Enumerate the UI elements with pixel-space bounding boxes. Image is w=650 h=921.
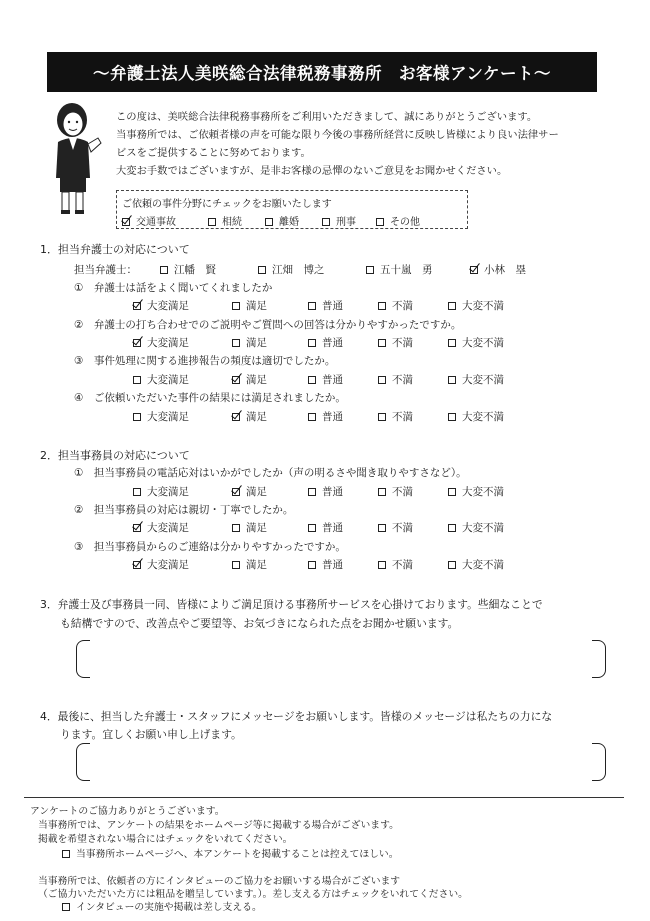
question-label: ② 弁護士の打ち合わせでのご説明やご質問への回答は分かりやすかったですか。: [74, 319, 462, 331]
rating-option[interactable]: 大変満足: [133, 520, 189, 535]
checkbox[interactable]: [308, 524, 316, 532]
answer-bracket-left: [76, 743, 90, 781]
checkbox[interactable]: [232, 302, 240, 310]
checkbox[interactable]: [232, 413, 240, 421]
footer-divider: [24, 797, 624, 798]
checkbox[interactable]: [308, 413, 316, 421]
answer-bracket-left: [76, 640, 90, 678]
rating-option[interactable]: 普通: [308, 484, 343, 499]
checkbox[interactable]: [232, 524, 240, 532]
footer-thanks: アンケートのご協力ありがとうございます。: [30, 806, 225, 817]
rating-option[interactable]: 大変満足: [133, 372, 189, 387]
footer-text: 当事務所では、依頼者の方にインタビューのご協力をお願いする場合がございます: [38, 876, 401, 887]
rating-option[interactable]: 普通: [308, 372, 343, 387]
section3-answer-field[interactable]: [92, 650, 592, 672]
rating-option[interactable]: 不満: [378, 520, 413, 535]
intro-line: この度は、美咲総合法律税務事務所をご利用いただきまして、誠にありがとうございます。: [116, 111, 538, 123]
checkbox[interactable]: [378, 561, 386, 569]
checkbox[interactable]: [133, 561, 141, 569]
rating-option[interactable]: 大変満足: [133, 557, 189, 572]
rating-option[interactable]: 普通: [308, 298, 343, 313]
question-label: ③ 担当事務員からのご連絡は分かりやすかったですか。: [74, 541, 346, 553]
case-field-option[interactable]: 相続: [208, 213, 242, 228]
rating-option[interactable]: 大変不満: [448, 520, 504, 535]
rating-option[interactable]: 普通: [308, 335, 343, 350]
checkbox[interactable]: [133, 339, 141, 347]
rating-option[interactable]: 不満: [378, 484, 413, 499]
staff-illustration-icon: [44, 98, 104, 216]
checkbox[interactable]: [378, 488, 386, 496]
checkbox[interactable]: [122, 218, 130, 226]
rating-option[interactable]: 大変不満: [448, 484, 504, 499]
rating-option[interactable]: 大変満足: [133, 335, 189, 350]
rating-option[interactable]: 不満: [378, 298, 413, 313]
checkbox[interactable]: [265, 218, 273, 226]
checkbox[interactable]: [448, 302, 456, 310]
section3-line: も結構ですので、改善点やご要望等、お気づきになられた点をお聞かせ願います。: [60, 617, 459, 630]
rating-option[interactable]: 満足: [232, 335, 267, 350]
rating-option[interactable]: 不満: [378, 409, 413, 424]
rating-option[interactable]: 満足: [232, 484, 267, 499]
footer-text: 掲載を希望されない場合にはチェックをいれてください。: [38, 834, 293, 845]
checkbox[interactable]: [470, 266, 478, 274]
checkbox[interactable]: [133, 376, 141, 384]
rating-option[interactable]: 満足: [232, 298, 267, 313]
checkbox[interactable]: [366, 266, 374, 274]
checkbox[interactable]: [378, 302, 386, 310]
section1-title: 1．担当弁護士の対応について: [40, 243, 190, 256]
checkbox[interactable]: [378, 376, 386, 384]
rating-option[interactable]: 普通: [308, 409, 343, 424]
checkbox[interactable]: [208, 218, 216, 226]
rating-option[interactable]: 大変満足: [133, 484, 189, 499]
checkbox[interactable]: [62, 850, 70, 858]
checkbox[interactable]: [133, 488, 141, 496]
footer-text: （ご協力いただいた方には粗品を贈呈しています。）。差し支える方はチェックをいれてください。: [38, 889, 468, 900]
intro-line: 当事務所では、ご依頼者様の声を可能な限り今後の事務所経営に反映し皆様により良い法律サー: [116, 129, 559, 141]
checkbox[interactable]: [133, 524, 141, 532]
intro-line: 大変お手数ではございますが、是非お客様の忌憚のないご意見をお聞かせください。: [116, 165, 508, 177]
survey-title: ～弁護士法人美咲総合法律税務事務所 お客様アンケート～: [92, 64, 551, 83]
rating-option[interactable]: 大変不満: [448, 409, 504, 424]
checkbox[interactable]: [376, 218, 384, 226]
checkbox[interactable]: [133, 413, 141, 421]
lawyer-option[interactable]: 江畑 博之: [258, 262, 325, 277]
rating-option[interactable]: 不満: [378, 335, 413, 350]
footer-text: 当事務所では、アンケートの結果をホームページ等に掲載する場合がございます。: [38, 820, 399, 831]
checkbox[interactable]: [232, 376, 240, 384]
checkbox[interactable]: [232, 561, 240, 569]
lawyer-option[interactable]: 小林 塁: [470, 262, 526, 277]
checkbox[interactable]: [308, 302, 316, 310]
checkbox[interactable]: [232, 339, 240, 347]
rating-option[interactable]: 大変満足: [133, 409, 189, 424]
checkbox[interactable]: [378, 524, 386, 532]
question-label: ② 担当事務員の対応は親切・丁寧でしたか。: [74, 504, 294, 516]
rating-option[interactable]: 大変満足: [133, 298, 189, 313]
checkbox[interactable]: [448, 339, 456, 347]
footer-option[interactable]: インタビューの実施や掲載は差し支える。: [62, 899, 262, 913]
checkbox[interactable]: [308, 376, 316, 384]
rating-option[interactable]: 満足: [232, 409, 267, 424]
checkbox[interactable]: [448, 561, 456, 569]
section3-line: 3．弁護士及び事務員一同、皆様によりご満足頂ける事務所サービスを心掛けております。些細なことで: [40, 598, 543, 611]
case-field-option[interactable]: 交通事故: [122, 213, 176, 228]
rating-option[interactable]: 普通: [308, 557, 343, 572]
intro-text: [116, 108, 616, 180]
rating-option[interactable]: 不満: [378, 557, 413, 572]
checkbox[interactable]: [378, 413, 386, 421]
case-field-option[interactable]: 刑事: [322, 213, 356, 228]
question-label: ① 担当事務員の電話応対はいかがでしたか（声の明るさや聞き取りやすさなど）。: [74, 467, 467, 479]
section4-line: 4．最後に、担当した弁護士・スタッフにメッセージをお願いします。皆様のメッセージは私たちの力にな: [40, 710, 553, 723]
rating-option[interactable]: 不満: [378, 372, 413, 387]
checkbox[interactable]: [62, 903, 70, 911]
answer-bracket-right: [592, 640, 606, 678]
rating-option[interactable]: 普通: [308, 520, 343, 535]
intro-line: ビスをご提供することに努めております。: [116, 147, 311, 159]
rating-option[interactable]: 大変不満: [448, 557, 504, 572]
checkbox[interactable]: [232, 488, 240, 496]
checkbox[interactable]: [448, 376, 456, 384]
case-field-option[interactable]: 離婚: [265, 213, 299, 228]
survey-title-banner: [47, 52, 597, 92]
rating-option[interactable]: 大変不満: [448, 335, 504, 350]
answer-bracket-right: [592, 743, 606, 781]
checkbox[interactable]: [448, 413, 456, 421]
checkbox[interactable]: [308, 488, 316, 496]
checkbox[interactable]: [160, 266, 168, 274]
lawyer-option[interactable]: 五十嵐 勇: [366, 262, 433, 277]
question-label: ④ ご依頼いただいた事件の結果には満足されましたか。: [74, 392, 346, 404]
case-field-option[interactable]: その他: [376, 213, 420, 228]
lawyer-label: 担当弁護士：: [74, 264, 137, 276]
rating-option[interactable]: 満足: [232, 520, 267, 535]
lawyer-option[interactable]: 江幡 賢: [160, 262, 216, 277]
footer-option[interactable]: 当事務所ホームページへ、本アンケートを掲載することは控えてほしい。: [62, 846, 399, 860]
section2-title: 2．担当事務員の対応について: [40, 449, 190, 462]
checkbox[interactable]: [448, 524, 456, 532]
question-label: ③ 事件処理に関する進捗報告の頻度は適切でしたか。: [74, 355, 336, 367]
case-field-prompt: ご依頼の事件分野にチェックをお願いたします: [122, 199, 332, 210]
checkbox[interactable]: [378, 339, 386, 347]
section4-line: ります。宜しくお願い申し上げます。: [60, 728, 242, 741]
checkbox[interactable]: [258, 266, 266, 274]
question-label: ① 弁護士は話をよく聞いてくれましたか: [74, 282, 273, 294]
section4-answer-field[interactable]: [92, 752, 592, 774]
checkbox[interactable]: [448, 488, 456, 496]
rating-option[interactable]: 満足: [232, 372, 267, 387]
rating-option[interactable]: 大変不満: [448, 298, 504, 313]
checkbox[interactable]: [308, 561, 316, 569]
checkbox[interactable]: [133, 302, 141, 310]
rating-option[interactable]: 満足: [232, 557, 267, 572]
checkbox[interactable]: [322, 218, 330, 226]
rating-option[interactable]: 大変不満: [448, 372, 504, 387]
checkbox[interactable]: [308, 339, 316, 347]
